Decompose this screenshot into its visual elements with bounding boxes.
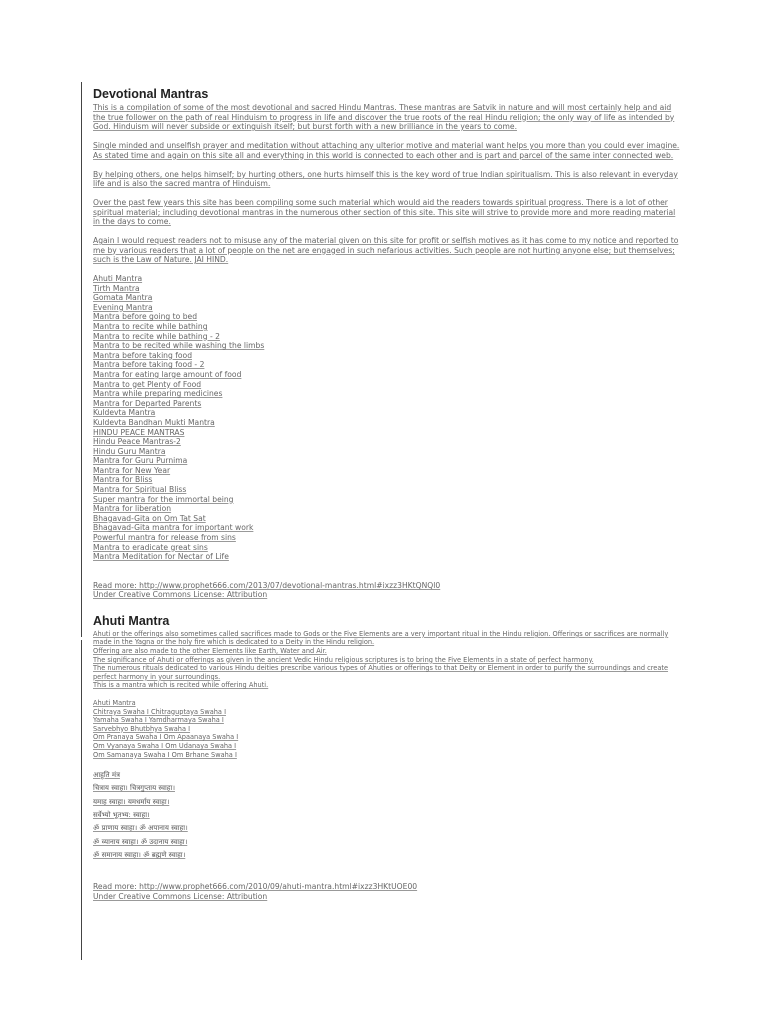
license-link-1[interactable]: Under Creative Commons License: Attribution bbox=[93, 590, 268, 600]
ahuti-paragraph: The significance of Ahuti or offerings as given in the ancient Vedic Hindu religious scriptures is to bring the Five Elements in a state of perfect harmony. bbox=[93, 655, 594, 664]
mantra-link[interactable]: Powerful mantra for release from sins bbox=[93, 533, 236, 543]
devanagari-mantra-lines bbox=[93, 769, 683, 862]
mantra-link[interactable]: Tirth Mantra bbox=[93, 283, 140, 293]
mantra-link[interactable]: Hindu Guru Mantra bbox=[93, 446, 166, 456]
ahuti-paragraph: Ahuti or the offerings also sometimes called sacrifices made to Gods or the Five Elements are a very important ritual in the Hindu religion. Offerings or sacrifices are normally made in the Yagna or the holy fire which is dedicated to a Deity in the Hindu religion. bbox=[93, 629, 669, 647]
mantra-link[interactable]: Mantra to eradicate great sins bbox=[93, 542, 208, 552]
margin-rule-bottom bbox=[81, 640, 82, 960]
license-link-2[interactable]: Under Creative Commons License: Attribution bbox=[93, 891, 268, 901]
mantra-link[interactable]: Mantra to get Plenty of Food bbox=[93, 379, 202, 389]
read-more-link-1[interactable]: Read more: http://www.prophet666.com/2013/07/devotional-mantras.html#ixzz3HKtQNQl0 bbox=[93, 580, 441, 590]
mantra-link[interactable]: Bhagavad-Gita on Om Tat Sat bbox=[93, 513, 206, 523]
devanagari-line: ॐ समानाय स्वाहा। ॐ ब्रह्मणे स्वाहा। bbox=[93, 850, 186, 859]
mantra-link[interactable]: Mantra Meditation for Nectar of Life bbox=[93, 552, 229, 562]
mantra-link[interactable]: Mantra before taking food bbox=[93, 350, 193, 360]
mantra-link[interactable]: Mantra for Spiritual Bliss bbox=[93, 485, 187, 495]
mantra-link[interactable]: HINDU PEACE MANTRAS bbox=[93, 427, 185, 437]
devanagari-heading: आहुति मंत्र bbox=[93, 771, 120, 780]
mantra-line: Om Pranaya Swaha I Om Apaanaya Swaha I bbox=[93, 733, 239, 742]
mantra-line: Om Samanaya Swaha I Om Brhane Swaha I bbox=[93, 750, 237, 759]
intro-paragraph-3: By helping others, one helps himself; by hurting others, one hurts himself this is the key word of true Indian spiritualism. This is also relevant in everyday life and is also the sacred mantra of Hinduism. bbox=[93, 169, 678, 188]
margin-rule-top bbox=[81, 82, 82, 637]
mantra-link[interactable]: Hindu Peace Mantras-2 bbox=[93, 437, 181, 447]
intro-paragraph-2: Single minded and unselfish prayer and meditation without attaching any ulterior motive and material want helps you more than you could ever imagine. As stated time and again on this site all and everything in this world is connected to each other and is part and parcel of the same inter connected web. bbox=[93, 141, 680, 160]
ahuti-paragraph: Offering are also made to the other Elements like Earth, Water and Air. bbox=[93, 647, 327, 655]
mantra-line: Yamaha Swaha I Yamdharmaya Swaha I bbox=[93, 716, 224, 725]
mantra-link[interactable]: Bhagavad-Gita mantra for important work bbox=[93, 523, 254, 533]
ahuti-paragraph: This is a mantra which is recited while offering Ahuti. bbox=[93, 681, 269, 690]
mantra-link[interactable]: Mantra to recite while bathing bbox=[93, 321, 208, 331]
mantra-link[interactable]: Mantra while preparing medicines bbox=[93, 389, 223, 399]
mantra-link[interactable]: Mantra for liberation bbox=[93, 504, 172, 514]
mantra-line: Chitraya Swaha I Chitraguptaya Swaha I bbox=[93, 707, 227, 716]
page-title: Devotional Mantras bbox=[93, 87, 209, 101]
mantra-link[interactable]: Ahuti Mantra bbox=[93, 274, 143, 283]
ahuti-mantra-heading: Ahuti Mantra bbox=[93, 698, 136, 707]
mantra-link[interactable]: Mantra to recite while bathing - 2 bbox=[93, 331, 220, 341]
read-more-link-2[interactable]: Read more: http://www.prophet666.com/2010/09/ahuti-mantra.html#ixzz3HKtUOE00 bbox=[93, 882, 418, 892]
intro-paragraph-1: This is a compilation of some of the most devotional and sacred Hindu Mantras. These mantras are Satvik in nature and will most certainly help and aid the true follower on the path of real Hinduism to progress in life and discover the true roots of the real Hindu religion; the only way of life as intended by God. Hinduism will never subside or extinguish itself; but burst forth with a new brilliance in the years to come. bbox=[93, 103, 675, 131]
intro-paragraph-5: Again I would request readers not to misuse any of the material given on this site for profit or selfish motives as it has come to my notice and reported to me by various readers that a lot of people on the net are engaged in such nefarious activities. Such people are not hurting anyone else; but themselves; such is the Law of Nature. JAI HIND. bbox=[93, 236, 679, 264]
intro-paragraph-4: Over the past few years this site has been compiling some such material which would aid the readers towards spiritual progress. There is a lot of other spiritual material; including devotional mantras in the numerous other section of this site. This site will strive to provide more and more reading material in the days to come. bbox=[93, 198, 676, 226]
mantra-link[interactable]: Evening Mantra bbox=[93, 302, 153, 312]
mantra-link[interactable]: Mantra for Departed Parents bbox=[93, 398, 202, 408]
devanagari-line: ॐ व्यानाय स्वाहा। ॐ उदानाय स्वाहा। bbox=[93, 837, 188, 846]
devanagari-line: चित्राय स्वाहा। चित्रगुप्ताय स्वाहा। bbox=[93, 784, 175, 793]
devanagari-line: ॐ प्राणाय स्वाहा। ॐ अपानाय स्वाहा। bbox=[93, 824, 188, 833]
mantra-link[interactable]: Kuldevta Mantra bbox=[93, 408, 156, 418]
mantra-link[interactable]: Mantra to be recited while washing the limbs bbox=[93, 341, 265, 351]
mantra-link[interactable]: Mantra before taking food - 2 bbox=[93, 360, 205, 370]
mantra-link[interactable]: Mantra for Bliss bbox=[93, 475, 153, 485]
devanagari-line: यमाह स्वाहा। यमधर्माय स्वाहा। bbox=[93, 797, 170, 806]
document-body bbox=[93, 86, 683, 901]
mantra-link[interactable]: Mantra for eating large amount of food bbox=[93, 369, 242, 379]
ahuti-mantra-lines bbox=[93, 708, 683, 760]
mantra-link[interactable]: Mantra for Guru Purnima bbox=[93, 456, 188, 466]
mantra-line: Om Vyanaya Swaha I Om Udanaya Swaha I bbox=[93, 741, 237, 750]
ahuti-paragraph: The numerous rituals dedicated to various Hindu deities prescribe various types of Ahuties or offerings to that Deity or Element in order to purify the surroundings and create perfect harmony in your surroundings. bbox=[93, 664, 669, 681]
mantra-line: Sarvebhyo Bhutbhya Swaha I bbox=[93, 724, 191, 733]
section-title-ahuti: Ahuti Mantra bbox=[93, 613, 170, 628]
mantra-link-list bbox=[93, 274, 683, 562]
devanagari-line: सर्वेभ्यो भूतभ्य: स्वाहा। bbox=[93, 811, 150, 820]
mantra-link[interactable]: Gomata Mantra bbox=[93, 293, 153, 303]
mantra-link[interactable]: Mantra before going to bed bbox=[93, 312, 198, 322]
ahuti-description bbox=[93, 630, 683, 690]
mantra-link[interactable]: Mantra for New Year bbox=[93, 465, 171, 475]
mantra-link[interactable]: Kuldevta Bandhan Mukti Mantra bbox=[93, 417, 215, 427]
mantra-link[interactable]: Super mantra for the immortal being bbox=[93, 494, 234, 504]
